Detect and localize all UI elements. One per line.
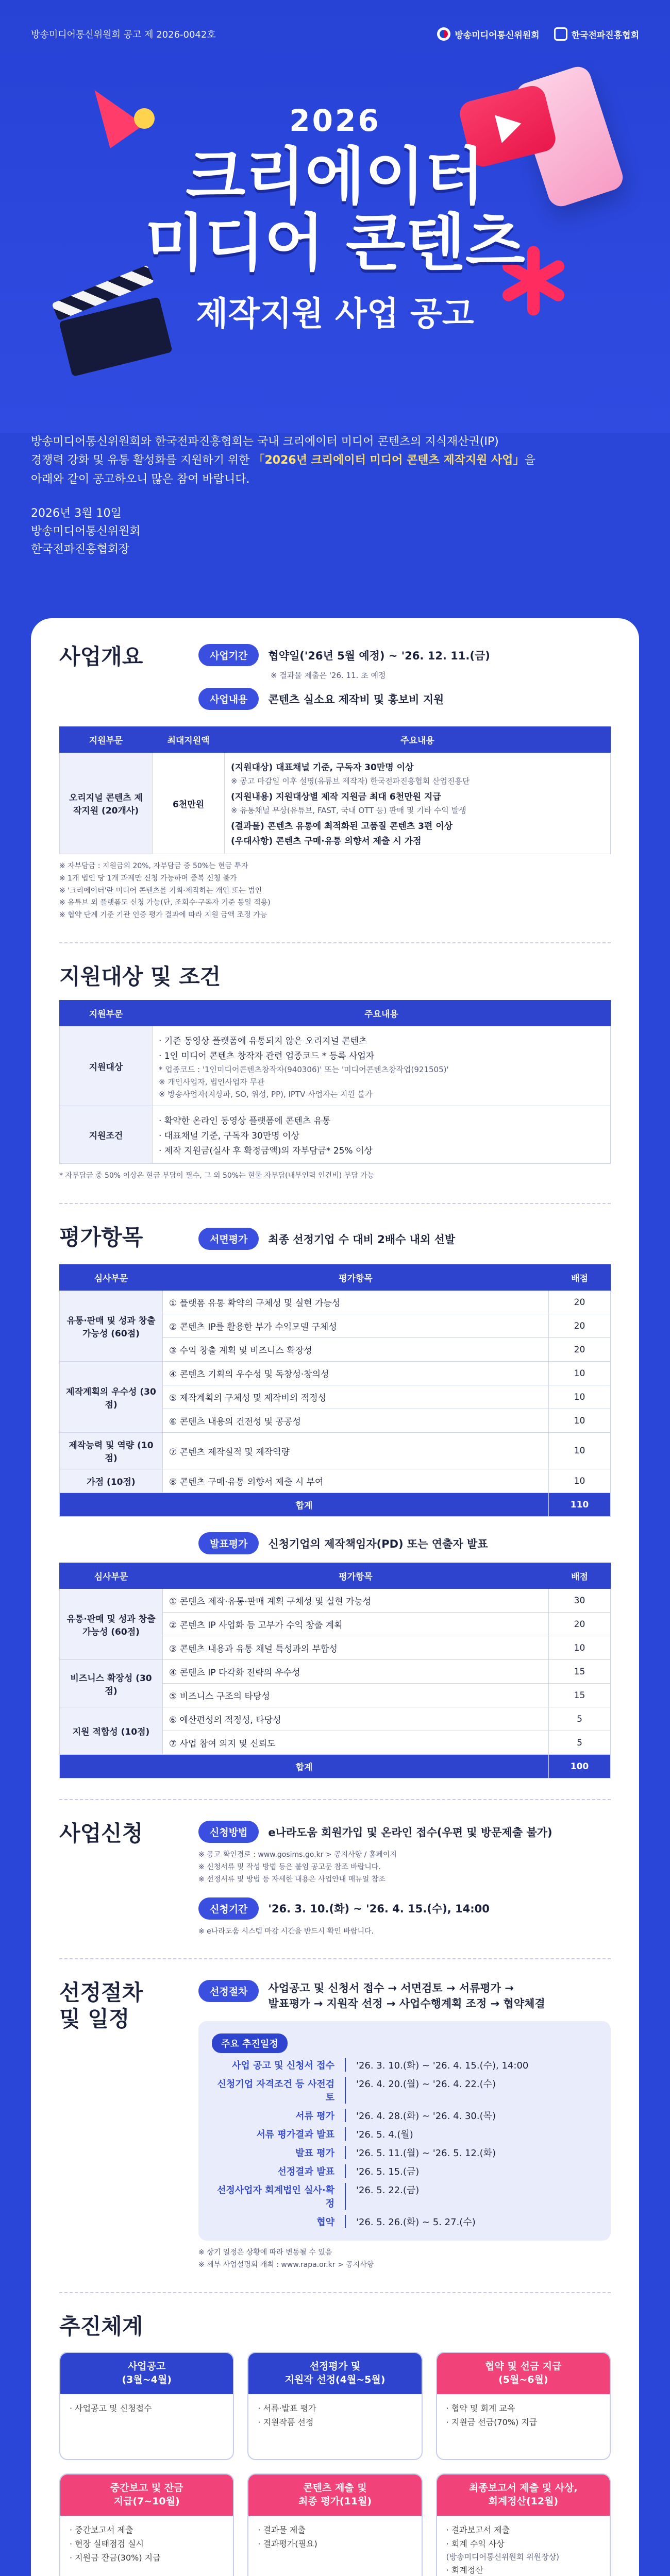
flow-line: · 지원작품 선정 bbox=[258, 2417, 314, 2427]
flow-step-title: 최종보고서 제출 및 사상, 회계정산(12월) bbox=[437, 2475, 610, 2515]
section-evaluation bbox=[59, 1225, 611, 1800]
elig-note: * 업종코드 : '1인미디어콘텐츠창작자(940306)' 또는 '미디어콘텐츠창작업(921505)' bbox=[159, 1065, 449, 1075]
overview-item: (결과물) 콘텐츠 유통에 최적화된 고품질 콘텐츠 3편 이상 bbox=[231, 821, 453, 832]
eval-item: ③ 수익 창출 계획 및 비즈니스 확장성 bbox=[163, 1338, 549, 1362]
section-process bbox=[59, 1980, 611, 2293]
section-overview bbox=[59, 644, 611, 943]
eval-score: 10 bbox=[549, 1362, 611, 1385]
eval-score: 5 bbox=[549, 1707, 611, 1731]
note-line: ※ 세부 사업설명회 개최 : www.rapa.or.kr > 공지사항 bbox=[198, 2261, 374, 2269]
eval-item: ⑦ 사업 참여 의지 및 신뢰도 bbox=[163, 1731, 549, 1755]
period-pill: 사업기간 bbox=[198, 644, 259, 666]
table-header: 심사부문 bbox=[60, 1265, 163, 1291]
table-header: 지원부문 bbox=[60, 1001, 153, 1026]
schedule-value: '26. 5. 4.(월) bbox=[356, 2129, 413, 2141]
row-label: 지원대상 bbox=[60, 1026, 153, 1106]
flow-step bbox=[59, 2473, 234, 2576]
kcc-logo-text: 방송미디어통신위원회 bbox=[455, 30, 540, 41]
group-label: 유통·판매 및 성과 창출 가능성 (60점) bbox=[60, 1291, 163, 1362]
elig-line: · 제작 지원금(실사 후 확정금액)의 자부담금* 25% 이상 bbox=[159, 1146, 373, 1157]
content-pill: 사업내용 bbox=[198, 688, 259, 710]
schedule-value: '26. 4. 20.(월) ~ '26. 4. 22.(수) bbox=[356, 2079, 496, 2090]
eligibility-table bbox=[59, 1000, 611, 1164]
eval-item: ① 플랫폼 유통 확약의 구체성 및 실현 가능성 bbox=[163, 1291, 549, 1314]
eval-item: ⑤ 제작계획의 구체성 및 제작비의 적정성 bbox=[163, 1385, 549, 1409]
intro-text bbox=[0, 433, 670, 589]
schedule-key: 선정결과 발표 bbox=[212, 2164, 346, 2178]
kcc-logo[interactable] bbox=[437, 27, 539, 41]
eval-score: 20 bbox=[549, 1314, 611, 1338]
flow-line: · 회계 수익 사상 bbox=[446, 2538, 505, 2549]
eval-score: 15 bbox=[549, 1684, 611, 1707]
row-category: 오리지널 콘텐츠 제작지원 (20개사) bbox=[60, 753, 153, 854]
hero-year: 2026 bbox=[289, 103, 381, 138]
rapa-logo-text: 한국전파진흥협회 bbox=[571, 30, 639, 41]
eval-score: 10 bbox=[549, 1409, 611, 1433]
note-line: ※ '크리에이터'란 미디어 콘텐츠를 기획·제작하는 개인 또는 법인 bbox=[59, 886, 262, 895]
schedule-value: '26. 5. 26.(화) ~ 5. 27.(수) bbox=[356, 2217, 476, 2228]
flow-line: · 현장 실태점검 실시 bbox=[70, 2538, 144, 2549]
schedule-row bbox=[212, 2077, 597, 2104]
intro-line2 bbox=[31, 451, 639, 470]
flow-line: · 결과평가(필요) bbox=[258, 2538, 317, 2549]
flow-line: · 서류·발표 평가 bbox=[258, 2403, 316, 2413]
hero-title bbox=[0, 103, 670, 335]
elig-line: · 확약한 온라인 동영상 플랫폼에 콘텐츠 유통 bbox=[159, 1116, 331, 1127]
flow-step-title: 사업공고 (3월~4월) bbox=[60, 2353, 233, 2394]
intro-line2-b: 을 bbox=[524, 454, 535, 467]
eval-score: 20 bbox=[549, 1338, 611, 1362]
top-bar bbox=[31, 24, 639, 44]
eligibility-note: * 자부담금 중 50% 이상은 현금 부담이 필수, 그 외 50%는 현물 자부담(내부인력 인건비) 부담 가능 bbox=[59, 1172, 375, 1180]
overview-item: (우대사항) 콘텐츠 구매·유통 의향서 제출 시 가점 bbox=[231, 836, 422, 846]
schedule-key: 사업 공고 및 신청서 접수 bbox=[212, 2058, 346, 2072]
flow-step bbox=[59, 2352, 234, 2460]
period-value: 협약일('26년 5월 예정) ~ '26. 12. 11.(금) bbox=[268, 649, 490, 662]
eval-item: ④ 콘텐츠 IP 다각화 전략의 우수성 bbox=[163, 1660, 549, 1684]
total-label: 합계 bbox=[60, 1493, 549, 1517]
schedule-value: '26. 4. 28.(화) ~ '26. 4. 30.(목) bbox=[356, 2111, 496, 2122]
method-pill: 신청방법 bbox=[198, 1821, 259, 1843]
schedule-row bbox=[212, 2146, 597, 2159]
row-items bbox=[225, 753, 611, 854]
note-line: ※ 신청서류 및 작성 방법 등은 붙임 공고문 참조 바랍니다. bbox=[198, 1862, 381, 1871]
note-line: ※ 공고 확인경로 : www.gosims.go.kr > 공지사항 / 홈페이지 bbox=[198, 1851, 397, 1859]
header-logos bbox=[437, 27, 639, 41]
hero-subtitle: 제작지원 사업 공고 bbox=[196, 295, 474, 333]
doc-eval-table bbox=[59, 1264, 611, 1517]
flow-step bbox=[247, 2473, 422, 2576]
section-title: 지원대상 및 조건 bbox=[59, 963, 221, 989]
pres-eval-desc: 신청기업의 제작책임자(PD) 또는 연출자 발표 bbox=[268, 1537, 488, 1550]
schedule-value: '26. 5. 11.(월) ~ '26. 5. 12.(화) bbox=[356, 2148, 496, 2159]
section-title: 사업개요 bbox=[59, 644, 143, 669]
rapa-logo[interactable] bbox=[554, 27, 639, 41]
schedule-value: '26. 3. 10.(화) ~ '26. 4. 15.(수), 14:00 bbox=[356, 2060, 529, 2072]
eval-score: 10 bbox=[549, 1636, 611, 1660]
schedule-key: 서류 평가결과 발표 bbox=[212, 2127, 346, 2141]
announce-org1: 방송미디어통신위원회 bbox=[31, 525, 141, 538]
row-content bbox=[153, 1026, 611, 1106]
row-content bbox=[153, 1106, 611, 1164]
table-header: 배점 bbox=[549, 1563, 611, 1589]
schedule-row bbox=[212, 2164, 597, 2178]
flow-line: · 사업공고 및 신청접수 bbox=[70, 2403, 152, 2413]
overview-item-note: ※ 유통채널 무상(유튜브, FAST, 국내 OTT 등) 판매 및 기타 수익 발생 bbox=[231, 806, 466, 815]
eval-score: 10 bbox=[549, 1469, 611, 1493]
group-label: 제작능력 및 역량 (10점) bbox=[60, 1433, 163, 1469]
section-title: 추진체계 bbox=[59, 2313, 143, 2339]
eval-item: ⑧ 콘텐츠 구매·유통 의향서 제출 시 부여 bbox=[163, 1469, 549, 1493]
total-score: 100 bbox=[549, 1755, 611, 1778]
pres-eval-table bbox=[59, 1563, 611, 1778]
table-header: 평가항목 bbox=[163, 1563, 549, 1589]
flow-line: · 결과보고서 제출 bbox=[446, 2524, 510, 2535]
eval-score: 20 bbox=[549, 1613, 611, 1636]
flow-line: · 회계정산 bbox=[446, 2565, 483, 2575]
intro-signature bbox=[31, 504, 639, 559]
section-apply bbox=[59, 1821, 611, 1959]
intro-highlight: 「2026년 크리에이터 미디어 콘텐츠 제작지원 사업」 bbox=[253, 454, 525, 467]
schedule-key: 발표 평가 bbox=[212, 2146, 346, 2159]
row-label: 지원조건 bbox=[60, 1106, 153, 1164]
eval-score: 10 bbox=[549, 1433, 611, 1469]
method-notes bbox=[198, 1849, 611, 1886]
method-value: e나라도움 회원가입 및 온라인 접수(우편 및 방문제출 불가) bbox=[268, 1826, 552, 1839]
eval-item: ① 콘텐츠 제작·유통·판매 계획 구체성 및 실현 가능성 bbox=[163, 1589, 549, 1613]
elig-line: · 1인 미디어 콘텐츠 창작자 관련 업종코드 * 등록 사업자 bbox=[159, 1051, 375, 1062]
schedule-row bbox=[212, 2127, 597, 2141]
hero-banner bbox=[0, 0, 670, 433]
announce-date: 2026년 3월 10일 bbox=[31, 506, 122, 520]
process-line2: 발표평가 → 지원작 선정 → 사업수행계획 조정 → 협약체결 bbox=[268, 1997, 545, 2010]
schedule-key: 신청기업 자격조건 등 사전검토 bbox=[212, 2077, 346, 2104]
elig-line: · 기존 동영상 플랫폼에 유통되지 않은 오리지널 콘텐츠 bbox=[159, 1036, 367, 1047]
schedule-key: 서류 평가 bbox=[212, 2109, 346, 2122]
hero-title-line1: 크리에이터 bbox=[186, 141, 484, 213]
rapa-emblem-icon bbox=[554, 27, 567, 41]
eval-item: ⑤ 비즈니스 구조의 타당성 bbox=[163, 1684, 549, 1707]
table-header: 주요내용 bbox=[153, 1001, 611, 1026]
section-title: 사업신청 bbox=[59, 1821, 143, 1846]
table-header: 주요내용 bbox=[225, 727, 611, 753]
schedule-row bbox=[212, 2183, 597, 2210]
flow-line: · 지원금 잔금(30%) 지급 bbox=[70, 2553, 161, 2563]
hero-title-line2: 미디어 콘텐츠 bbox=[145, 208, 525, 279]
flow-line: · 결과물 제출 bbox=[258, 2524, 306, 2535]
note-line: ※ 상기 일정은 상황에 따라 변동될 수 있음 bbox=[198, 2248, 332, 2257]
flow-line: · 중간보고서 제출 bbox=[70, 2524, 133, 2535]
table-header: 배점 bbox=[549, 1265, 611, 1291]
flow-grid bbox=[59, 2352, 611, 2576]
note-line: ※ 1개 법인 당 1개 과제만 신청 가능하며 중복 신청 불가 bbox=[59, 874, 237, 883]
notice-number: 방송미디어통신위원회 공고 제 2026-0042호 bbox=[31, 29, 216, 40]
overview-notes bbox=[59, 860, 611, 922]
section-flow bbox=[59, 2314, 611, 2576]
eval-item: ⑥ 콘텐츠 내용의 건전성 및 공공성 bbox=[163, 1409, 549, 1433]
schedule-value: '26. 5. 22.(금) bbox=[356, 2185, 420, 2196]
total-score: 110 bbox=[549, 1493, 611, 1517]
eval-score: 20 bbox=[549, 1291, 611, 1314]
eval-item: ② 콘텐츠 IP 사업화 등 고부가 수익 창출 계획 bbox=[163, 1613, 549, 1636]
flow-step-title: 선정평가 및 지원작 선정(4월~5월) bbox=[248, 2353, 421, 2394]
content-card bbox=[31, 618, 639, 2576]
table-header: 지원부문 bbox=[60, 727, 153, 753]
process-pill: 선정절차 bbox=[198, 1980, 259, 2002]
group-label: 제작계획의 우수성 (30점) bbox=[60, 1362, 163, 1433]
flow-line: · 지원금 선금(70%) 지급 bbox=[446, 2417, 538, 2427]
overview-item-note: ※ 공고 마감일 이후 설명(유튜브 제작자) 한국전파진흥협회 산업진흥단 bbox=[231, 776, 470, 786]
elig-note: ※ 방송사업자(지상파, SO, 위성, PP), IPTV 사업자는 지원 불가 bbox=[159, 1090, 373, 1099]
flow-line: · 협약 및 회계 교육 bbox=[446, 2403, 515, 2413]
table-header: 심사부문 bbox=[60, 1563, 163, 1589]
schedule-key: 협약 bbox=[212, 2215, 346, 2228]
eval-score: 15 bbox=[549, 1660, 611, 1684]
section-title: 선정절차 및 일정 bbox=[59, 1980, 143, 2031]
eval-item: ⑥ 예산편성의 적정성, 타당성 bbox=[163, 1707, 549, 1731]
flow-step-title: 중간보고 및 잔금 지급(7~10월) bbox=[60, 2475, 233, 2515]
flow-step-title: 협약 및 선금 지급 (5월~6월) bbox=[437, 2353, 610, 2394]
table-header: 최대지원액 bbox=[153, 727, 225, 753]
flow-line: (방송미디어통신위원회 위원장상) bbox=[446, 2552, 559, 2562]
group-label: 비즈니스 확장성 (30점) bbox=[60, 1660, 163, 1707]
schedule-row bbox=[212, 2058, 597, 2072]
schedule-title: 주요 추진일정 bbox=[212, 2033, 288, 2053]
elig-note: ※ 개인사업자, 법인사업자 무관 bbox=[159, 1077, 265, 1087]
eval-item: ④ 콘텐츠 기획의 우수성 및 독창성·창의성 bbox=[163, 1362, 549, 1385]
group-label: 가점 (10점) bbox=[60, 1469, 163, 1493]
eval-score: 10 bbox=[549, 1385, 611, 1409]
eval-item: ③ 콘텐츠 내용과 유통 채널 특성과의 부합성 bbox=[163, 1636, 549, 1660]
group-label: 지원 적합성 (10점) bbox=[60, 1707, 163, 1755]
row-amount: 6천만원 bbox=[153, 753, 225, 854]
schedule-value: '26. 5. 15.(금) bbox=[356, 2166, 420, 2178]
schedule-row bbox=[212, 2109, 597, 2122]
announce-org2: 한국전파진흥협회장 bbox=[31, 543, 130, 556]
intro-line2-a: 경쟁력 강화 및 유통 활성화를 지원하기 위한 bbox=[31, 454, 254, 467]
pres-eval-pill: 발표평가 bbox=[198, 1532, 259, 1554]
flow-step bbox=[436, 2473, 611, 2576]
overview-item: (지원대상) 대표채널 기준, 구독자 30만명 이상 bbox=[231, 762, 414, 773]
note-line: ※ 유튜브 외 플랫폼도 신청 가능(단, 조회수·구독자 기준 동일 적용) bbox=[59, 899, 271, 907]
apply-period-value: '26. 3. 10.(화) ~ '26. 4. 15.(수), 14:00 bbox=[268, 1903, 490, 1916]
section-eligibility bbox=[59, 964, 611, 1204]
process-notes bbox=[198, 2247, 611, 2272]
process-line1: 사업공고 및 신청서 접수 → 서면검토 → 서류평가 → bbox=[268, 1982, 514, 1995]
overview-table bbox=[59, 726, 611, 854]
eval-score: 5 bbox=[549, 1731, 611, 1755]
content-value: 콘텐츠 실소요 제작비 및 홍보비 지원 bbox=[268, 693, 444, 706]
schedule-row bbox=[212, 2215, 597, 2228]
section-title: 평가항목 bbox=[59, 1225, 143, 1250]
eval-item: ⑦ 콘텐츠 제작실적 및 제작역량 bbox=[163, 1433, 549, 1469]
schedule-box bbox=[198, 2021, 611, 2241]
period-note: ※ 결과물 제출은 '26. 11. 초 예정 bbox=[271, 671, 386, 680]
intro-line3: 아래와 같이 공고하오니 많은 참여 바랍니다. bbox=[31, 472, 250, 486]
elig-line: · 대표채널 기준, 구독자 30만명 이상 bbox=[159, 1131, 299, 1142]
note-line: ※ 협약 단계 기준 기관 인증 평가 결과에 따라 지원 금액 조정 가능 bbox=[59, 911, 267, 920]
doc-eval-pill: 서면평가 bbox=[198, 1228, 259, 1250]
eval-item: ② 콘텐츠 IP를 활용한 부가 수익모델 구체성 bbox=[163, 1314, 549, 1338]
doc-eval-desc: 최종 선정기업 수 대비 2배수 내외 선발 bbox=[268, 1233, 456, 1246]
note-line: ※ 선정서류 및 방법 등 자세한 내용은 사업안내 매뉴얼 참조 bbox=[198, 1875, 386, 1884]
total-label: 합계 bbox=[60, 1755, 549, 1778]
apply-period-pill: 신청기간 bbox=[198, 1897, 259, 1920]
apply-period-note: ※ e나라도움 시스템 마감 시간을 반드시 확인 바랍니다. bbox=[198, 1927, 374, 1936]
intro-line1: 방송미디어통신위원회와 한국전파진흥협회는 국내 크리에이터 미디어 콘텐츠의 지식재산권(IP) bbox=[31, 435, 499, 448]
overview-item: (지원내용) 지원대상별 제작 지원금 최대 6천만원 지급 bbox=[231, 792, 441, 802]
flow-step-title: 콘텐츠 제출 및 최종 평가(11월) bbox=[248, 2475, 421, 2515]
kcc-emblem-icon bbox=[437, 27, 450, 41]
table-header: 평가항목 bbox=[163, 1265, 549, 1291]
group-label: 유통·판매 및 성과 창출 가능성 (60점) bbox=[60, 1589, 163, 1660]
eval-score: 30 bbox=[549, 1589, 611, 1613]
note-line: ※ 자부담금 : 지원금의 20%, 자부담금 중 50%는 현금 투자 bbox=[59, 862, 248, 870]
flow-step bbox=[436, 2352, 611, 2460]
flow-step bbox=[247, 2352, 422, 2460]
schedule-key: 선정사업자 회계법인 실사·확정 bbox=[212, 2183, 346, 2210]
